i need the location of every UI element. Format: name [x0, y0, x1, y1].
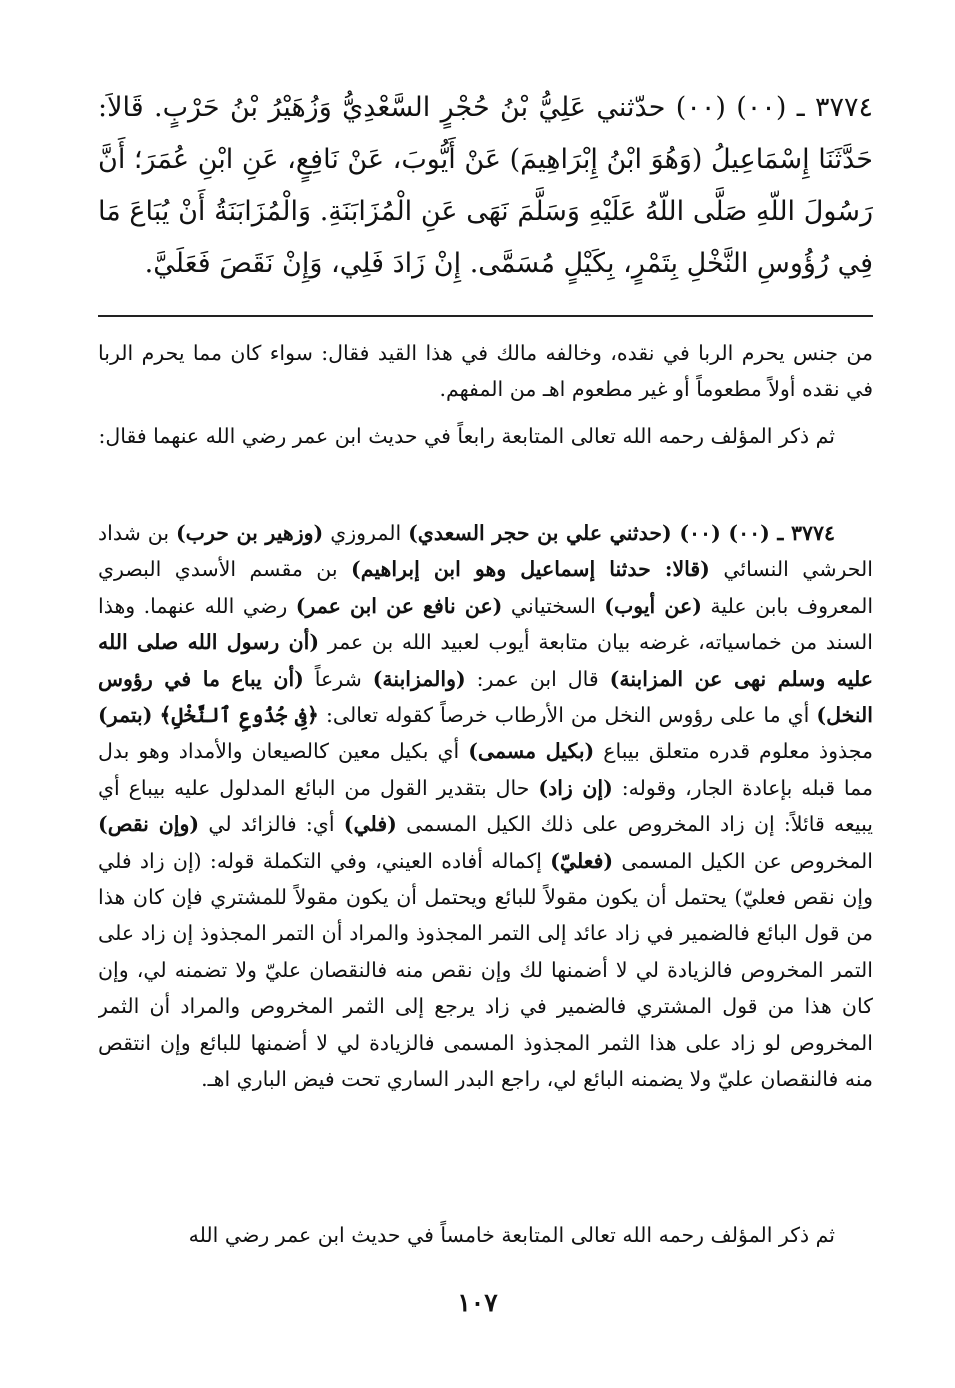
quoted-hadith-segment: (عن نافع عن ابن عمر): [295, 593, 503, 618]
page-number: ١٠٧: [457, 1288, 498, 1317]
quoted-hadith-segment: ٣٧٧٤ ـ (٠٠) (٠٠) (حدثني علي بن حجر السعدي): [408, 521, 835, 545]
commentary-segment: شرعاً: [303, 666, 373, 691]
quoted-hadith-segment: (والمزابنة): [372, 666, 466, 691]
commentary-paragraph-3: [98, 515, 873, 1207]
quoted-hadith-segment: (أن رسول الله صلى الله عليه وسلم نهى عن المزابنة): [98, 630, 873, 691]
commentary-segment: أي: فالزائد لي: [199, 812, 344, 837]
quoted-hadith-segment: ﴿فِى جُذُوعِ ٱلنَّخْلِ﴾: [159, 703, 319, 728]
quoted-hadith-segment: (وإن نقص): [98, 812, 200, 837]
quoted-hadith-segment: (عن أيوب): [604, 593, 702, 618]
commentary-segment: [152, 703, 159, 727]
commentary-segment: إكماله أفاده العيني، وفي التكملة قوله: (إن زاد فلي وإن نقص فعليّ) يحتمل أن يكون مقولاً للبائع ويحتمل أن يكون مقولاً للمشتري فإن كان هذا من قول البائع فالضمير في زاد عائد إلى التمر المجذوذ والمراد أن التمر المجذوذ إن زاد على التمر المخروص فالزيادة لي لا أضمنها لك وإن نقص منه فالنقصان عليّ ولا تضمنه لي، وإن كان هذا من قول المشتري فالضمير في زاد يرجع إلى الثمر المخروص والمراد أن الثمر المخروص لو زاد على هذا الثمر المجذوذ المسمى فالزيادة لي لا أضمنها للبائع وإن انتقص منه فالنقصان عليّ ولا يضمنه البائع لي، راجع البدر الساري تحت فيض الباري اهـ.: [98, 848, 873, 1092]
quoted-hadith-segment: (بكيل مسمى): [468, 739, 595, 764]
commentary-segment: قال ابن عمر:: [465, 666, 610, 691]
commentary-segment: بن شداد الحرشي النسائي: [98, 521, 873, 582]
commentary-segment: أي ما على رؤوس النخل من الأرطاب خرصاً كقوله تعالى:: [318, 703, 817, 728]
quoted-hadith-segment: (إن زاد): [538, 775, 613, 800]
commentary-segment: رضي الله عنهما. وهذا السند من خماسياته، غرضه بيان متابعة أيوب لعبيد الله بن عمر: [98, 593, 873, 655]
commentary-paragraph-1: من جنس يحرم الربا في نقده، وخالفه مالك في هذا القيد فقال: سواء كان مما يحرم الربا في نقده أولاً مطعوماً أو غير مطعوم اهـ من المفهم.: [98, 341, 873, 402]
commentary-segment: المروزي: [323, 521, 409, 545]
commentary-segment: حال بتقدير القول من البائع المدلول عليه بيباع أي يبيعه قائلاً: إن زاد المخروص على ذلك الكيل المسمى: [98, 775, 873, 837]
commentary-segment: بن مقسم الأسدي البصري المعروف بابن علية: [98, 557, 873, 618]
quoted-hadith-segment: (وزهير بن حرب): [175, 521, 324, 545]
quoted-hadith-segment: (قالا: حدثنا إسماعيل وهو ابن إبراهيم): [351, 557, 710, 582]
footnote-divider: [98, 315, 873, 317]
commentary-paragraph-4: ثم ذكر المؤلف رحمه الله تعالى المتابعة خامساً في حديث ابن عمر رضي الله: [188, 1223, 835, 1247]
commentary-segment: السختياني: [502, 593, 605, 618]
hadith-text: ٣٧٧٤ ـ (٠٠) (٠٠) حدّثني عَلِيُّ بْنُ حُجْرٍ السَّعْدِيُّ وَزُهَيْرُ بْنُ حَرْبٍ. قَالاَ: حَدَّثَنَا إِسْمَاعِيلُ (وَهُوَ ابْنُ إِبْرَاهِيمَ) عَنْ أَيُّوبَ، عَنْ نَافِعٍ، عَنِ ابْنِ عُمَرَ؛ أَنَّ رَسُولَ اللّهِ صَلَّى اللّهُ عَلَيْهِ وَسَلَّمَ نَهَى عَنِ الْمُزَابَنَةِ. وَالْمُزَابَنَةُ أَنْ يُبَاعَ مَا فِي رُؤُوسِ النَّخْلِ بِتَمْرٍ، بِكَيْلٍ مُسَمَّى. إِنْ زَادَ فَلِي، وَإِنْ نَقَصَ فَعَلَيَّ.: [98, 92, 873, 279]
commentary-paragraph-2: ثم ذكر المؤلف رحمه الله تعالى المتابعة رابعاً في حديث ابن عمر رضي الله عنهما فقال:: [98, 424, 835, 448]
commentary: [98, 335, 873, 1253]
quoted-hadith-segment: (فعليّ): [550, 848, 614, 873]
commentary-segment: المخروص عن الكيل المسمى: [613, 848, 873, 873]
quoted-hadith-segment: (أن يباع ما في رؤوس النخل): [98, 666, 873, 728]
quoted-hadith-segment: (فلي): [343, 812, 397, 837]
quoted-hadith-segment: (بتمر): [98, 703, 153, 728]
commentary-segment: أي بكيل معين كالصيعان والأمداد وهو بدل مما قبله بإعادة الجار، وقوله:: [98, 739, 873, 800]
commentary-segment: مجذوذ معلوم قدره متعلق بيباع: [594, 739, 873, 764]
